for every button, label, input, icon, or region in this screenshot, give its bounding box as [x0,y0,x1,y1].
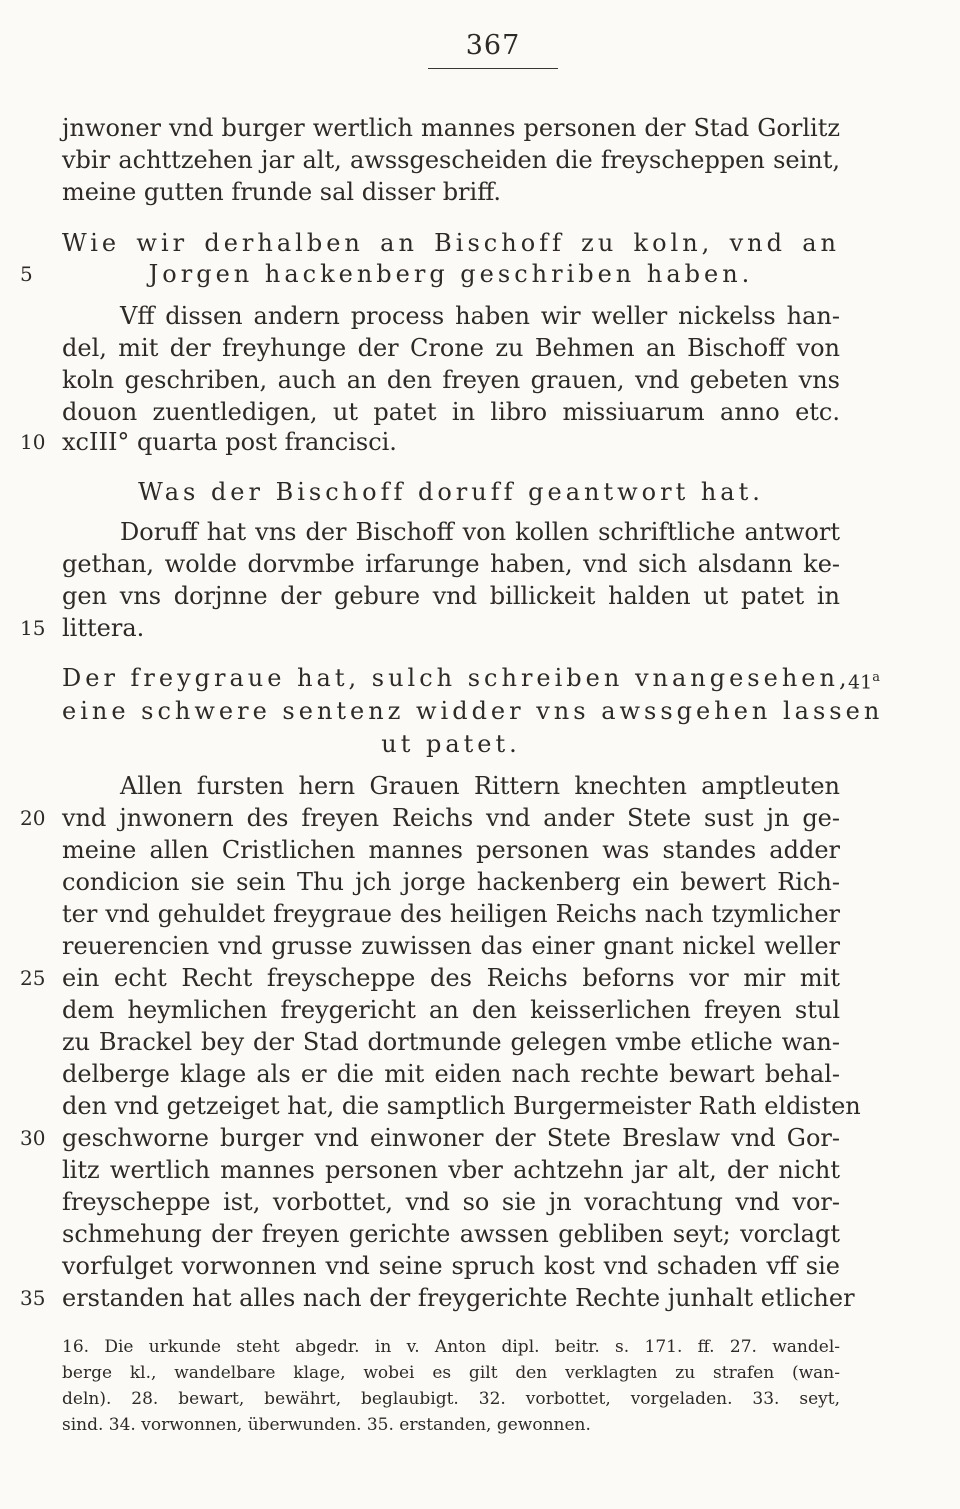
text-line: Allen fursten hern Grauen Rittern knechten amptleuten [120,772,840,800]
text-line: delberge klage als er die mit eiden nach rechte bewart behal- [62,1060,840,1088]
page-number-rule [428,68,558,69]
text-line: den vnd getzeiget hat, die samptlich Burgermeister Rath eldisten [62,1092,861,1120]
line-number: 15 [20,616,46,640]
margin-mark-number: 41 [848,671,873,694]
page-number: 367 [465,30,521,61]
footnote-line: berge kl., wandelbare klage, wobei es gilt den verklagten zu strafen (wan- [62,1363,840,1383]
text-line: del, mit der freyhunge der Crone zu Behmen an Bischoff von [62,334,840,362]
line-number: 35 [20,1286,46,1310]
section-heading-line: eine schwere sentenz widder vns awssgehen lassen [62,697,884,725]
line-number: 5 [20,262,33,286]
text-line: vorfulget vorwonnen vnd seine spruch kost vnd schaden vff sie [62,1252,840,1280]
text-line: meine allen Cristlichen mannes personen was standes adder [62,836,840,864]
text-line: vnd jnwonern des freyen Reichs vnd ander Stete sust jn ge- [62,804,840,832]
text-line: littera. [62,614,145,642]
section-heading-line: Jorgen hackenberg geschriben haben. [148,260,754,288]
text-line: freyscheppe ist, vorbottet, vnd so sie jn vorachtung vnd vor- [62,1188,840,1216]
footnote-line: 16. Die urkunde steht abgedr. in v. Anton dipl. beitr. s. 171. ff. 27. wandel- [62,1337,840,1357]
text-line: douon zuentledigen, ut patet in libro missiuarum anno etc. [62,398,840,426]
text-line: erstanden hat alles nach der freygerichte Rechte junhalt etlicher [62,1284,855,1312]
margin-mark-superscript: a [872,670,880,685]
line-number: 10 [20,430,46,454]
line-number: 20 [20,806,46,830]
footnote-line: deln). 28. bewart, bewährt, beglaubigt. 32. vorbottet, vorgeladen. 33. seyt, [62,1389,840,1409]
text-line: vbir achttzehen jar alt, awssgescheiden die freyscheppen seint, [62,146,840,174]
text-line: zu Brackel bey der Stad dortmunde gelegen vmbe etliche wan- [62,1028,840,1056]
section-heading-line: ut patet. [381,730,521,758]
text-line: jnwoner vnd burger wertlich mannes personen der Stad Gorlitz [62,114,840,142]
text-line: geschworne burger vnd einwoner der Stete Breslaw vnd Gor- [62,1124,840,1152]
text-line: gethan, wolde dorvmbe irfarunge haben, vnd sich alsdann ke- [62,550,840,578]
text-line: gen vns dorjnne der gebure vnd billickeit halden ut patet in [62,582,840,610]
section-heading-line: Der freygraue hat, sulch schreiben vnangesehen, [62,664,851,692]
footnote-line: sind. 34. vorwonnen, überwunden. 35. erstanden, gewonnen. [62,1415,591,1435]
text-line: schmehung der freyen gerichte awssen gebliben seyt; vorclagt [62,1220,840,1248]
text-line: koln geschriben, auch an den freyen grauen, vnd gebeten vns [62,366,840,394]
text-line: dem heymlichen freygericht an den keisserlichen freyen stul [62,996,840,1024]
text-line: condicion sie sein Thu jch jorge hackenberg ein bewert Rich- [62,868,840,896]
text-line: ter vnd gehuldet freygraue des heiligen Reichs nach tzymlicher [62,900,840,928]
margin-mark [848,662,880,698]
text-line: meine gutten frunde sal disser briff. [62,178,502,206]
section-heading-line: Was der Bischoff doruff geantwort hat. [138,478,764,506]
text-line: ein echt Recht freyscheppe des Reichs beforns vor mir mit [62,964,840,992]
text-line: Doruff hat vns der Bischoff von kollen schriftliche antwort [120,518,840,546]
section-heading-line: Wie wir derhalben an Bischoff zu koln, vnd an [62,229,840,257]
text-line: Vff dissen andern process haben wir weller nickelss han- [120,302,840,330]
text-line: xcIII° quarta post francisci. [62,428,397,456]
line-number: 25 [20,966,46,990]
text-line: reuerencien vnd grusse zuwissen das einer gnant nickel weller [62,932,840,960]
text-line: litz wertlich mannes personen vber achtzehn jar alt, der nicht [62,1156,840,1184]
line-number: 30 [20,1126,46,1150]
